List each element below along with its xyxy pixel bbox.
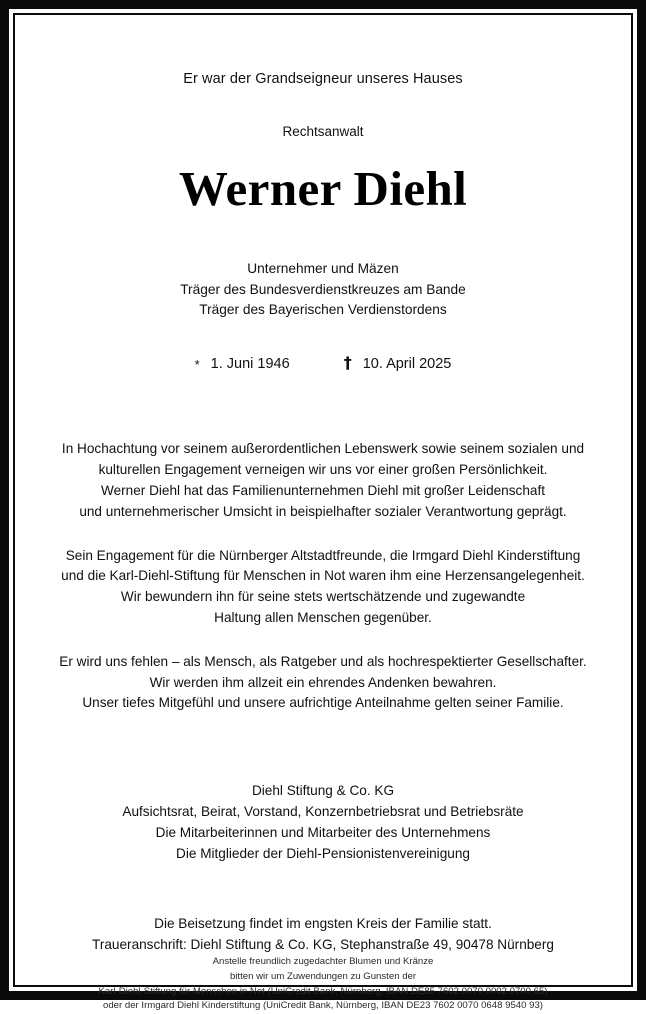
death-date-group: [344, 353, 452, 372]
death-date: 10. April 2025: [362, 355, 452, 372]
donation-line: Anstelle freundlich zugedachter Blumen und Kränze: [212, 955, 434, 967]
life-dates: [195, 353, 452, 372]
donation-note: [98, 955, 547, 1014]
tribute-paragraph: [45, 439, 601, 522]
paragraph-line: kulturellen Engagement verneigen wir uns vor einer großen Persönlichkeit.: [98, 462, 548, 478]
paragraph-line: In Hochachtung vor seinem außerordentlichen Lebenswerk sowie seinem sozialen und: [61, 441, 585, 457]
funeral-line: Die Beisetzung findet im engsten Kreis der Familie statt.: [154, 915, 492, 931]
paragraph-line: Haltung allen Menschen gegenüber.: [214, 610, 432, 626]
signatory-line: Die Mitarbeiterinnen und Mitarbeiter des Unternehmens: [155, 824, 491, 840]
deceased-name: Werner Diehl: [178, 161, 468, 216]
signatories-list: [122, 781, 523, 865]
profession-text: Rechtsanwalt: [282, 124, 364, 139]
paragraph-line: Sein Engagement für die Nürnberger Altstadtfreunde, die Irmgard Diehl Kinderstiftung: [65, 547, 581, 563]
honours-list: [180, 259, 466, 319]
donation-account-line: Karl-Diehl-Stiftung für Menschen in Not (UniCredit Bank, Nürnberg, IBAN DE85 7602 0070 0002 0700 65): [98, 985, 548, 997]
signatory-line: Die Mitglieder der Diehl-Pensionistenvereinigung: [176, 845, 470, 861]
birth-date: 1. Juni 1946: [210, 355, 290, 372]
tribute-paragraph: [45, 546, 601, 629]
paragraph-line: Werner Diehl hat das Familienunternehmen Diehl mit großer Leidenschaft: [100, 483, 546, 499]
honour-line: Unternehmer und Mäzen: [247, 261, 399, 277]
asterisk-icon: *: [194, 356, 200, 372]
paragraph-line: und unternehmerischer Umsicht in beispielhafter sozialer Verantwortung geprägt.: [79, 503, 567, 519]
funeral-information: [92, 913, 554, 955]
signatory-line: Aufsichtsrat, Beirat, Vorstand, Konzernbetriebsrat und Betriebsräte: [122, 803, 524, 819]
honour-line: Träger des Bundesverdienstkreuzes am Bande: [180, 281, 466, 297]
paragraph-line: Wir bewundern ihn für seine stets wertschätzende und zugewandte: [120, 589, 526, 605]
tribute-paragraph: [45, 652, 601, 714]
signatory-line: Diehl Stiftung & Co. KG: [251, 782, 395, 798]
paragraph-line: Wir werden ihm allzeit ein ehrendes Andenken bewahren.: [149, 674, 497, 690]
paragraph-line: und die Karl-Diehl-Stiftung für Menschen in Not waren ihm eine Herzensangelegenheit.: [61, 568, 585, 584]
donation-line: bitten wir um Zuwendungen zu Gunsten der: [229, 970, 417, 982]
birth-date-group: [195, 356, 290, 372]
tribute-body: [45, 426, 601, 728]
condolence-address: Traueranschrift: Diehl Stiftung & Co. KG, Stephanstraße 49, 90478 Nürnberg: [92, 936, 554, 952]
notice-border-gap: [9, 9, 637, 1012]
epitaph-text: Er war der Grandseigneur unseres Hauses: [183, 71, 463, 87]
honour-line: Träger des Bayerischen Verdienstordens: [199, 301, 447, 317]
notice-inner-rule: [13, 13, 633, 1012]
paragraph-line: Unser tiefes Mitgefühl und unsere aufrichtige Anteilnahme gelten seiner Familie.: [82, 695, 564, 711]
paragraph-line: Er wird uns fehlen – als Mensch, als Ratgeber und als hochrespektierter Gesellschafter.: [59, 653, 587, 669]
notice-sheet: [15, 15, 631, 1012]
donation-account-line: oder der Irmgard Diehl Kinderstiftung (UniCredit Bank, Nürnberg, IBAN DE23 7602 0070 0648 9540 93): [103, 1000, 543, 1012]
cross-dagger-icon: †: [343, 352, 352, 372]
